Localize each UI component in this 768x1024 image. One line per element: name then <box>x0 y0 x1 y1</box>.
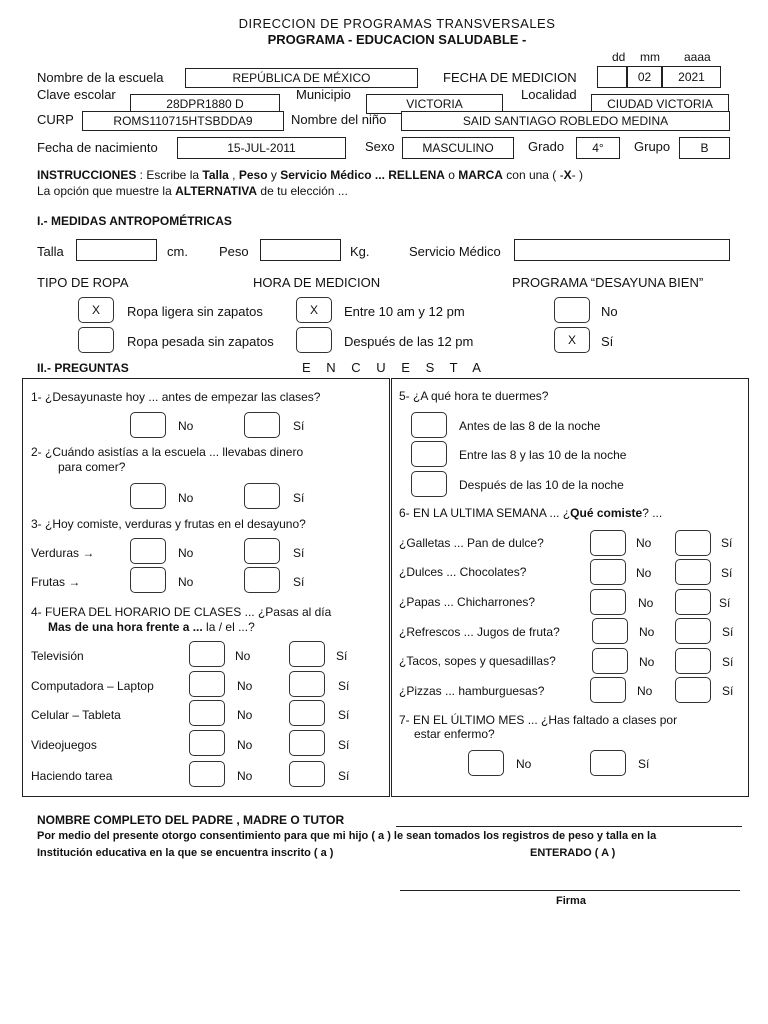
weight-label: Peso <box>219 244 249 259</box>
birthdate-field[interactable]: 15-JUL-2011 <box>177 137 346 159</box>
q3-vegetables-si-label: Sí <box>293 546 305 560</box>
curp-label: CURP <box>37 112 74 127</box>
time-after-12-label: Después de las 12 pm <box>344 334 474 349</box>
q3-vegetables-no-checkbox[interactable] <box>130 538 166 564</box>
q7-no-checkbox[interactable] <box>468 750 504 776</box>
q6-pizza-no-checkbox[interactable] <box>590 677 626 703</box>
q6-cookies-si-checkbox[interactable] <box>675 530 711 556</box>
q4-phone-no-checkbox[interactable] <box>189 700 225 726</box>
q6-tacos-si-checkbox[interactable] <box>675 648 711 674</box>
q6-cookies-no-checkbox[interactable] <box>590 530 626 556</box>
program-si-label: Sí <box>601 334 614 349</box>
sex-field[interactable]: MASCULINO <box>402 137 514 159</box>
q3-vegetables-no-label: No <box>178 546 194 560</box>
q4-computer-no-label: No <box>237 679 253 693</box>
q4-tv-si-checkbox[interactable] <box>289 641 325 667</box>
q5-8-10-label: Entre las 8 y las 10 de la noche <box>459 448 627 462</box>
breakfast-program-label: PROGRAMA “DESAYUNA BIEN” <box>512 275 704 290</box>
date-label-aaaa: aaaa <box>684 50 711 64</box>
q1-text: 1- ¿Desayunaste hoy ... antes de empezar las clases? <box>31 390 321 404</box>
q5-after-10-checkbox[interactable] <box>411 471 447 497</box>
date-label-dd: dd <box>612 50 626 64</box>
program-no-label: No <box>601 304 618 319</box>
medical-service-label: Servicio Médico <box>409 244 501 259</box>
q6-chips-no-label: No <box>638 596 654 610</box>
q5-after-10-label: Después de las 10 de la noche <box>459 478 624 492</box>
date-dd-field[interactable] <box>597 66 627 88</box>
q6-pizza-label: ¿Pizzas ... hamburguesas? <box>399 684 545 698</box>
weight-field[interactable] <box>260 239 341 261</box>
program-si-checkbox[interactable]: X <box>554 327 590 353</box>
school-name-label: Nombre de la escuela <box>37 70 164 85</box>
sex-label: Sexo <box>365 139 395 154</box>
q7-text-1: 7- EN EL ÚLTIMO MES ... ¿Has faltado a clases por <box>399 713 678 727</box>
q4-homework-si-label: Sí <box>338 769 350 783</box>
q1-no-checkbox[interactable] <box>130 412 166 438</box>
height-field[interactable] <box>76 239 157 261</box>
q6-sweets-si-checkbox[interactable] <box>675 559 711 585</box>
q4-computer-si-checkbox[interactable] <box>289 671 325 697</box>
municipality-field[interactable]: VICTORIA <box>366 94 503 114</box>
q6-chips-no-checkbox[interactable] <box>590 589 626 615</box>
q4-computer-no-checkbox[interactable] <box>189 671 225 697</box>
q4-homework-no-label: No <box>237 769 253 783</box>
instructions-line-2: La opción que muestre la ALTERNATIVA de tu elección ... <box>37 184 348 198</box>
q3-text: 3- ¿Hoy comiste, verduras y frutas en el desayuno? <box>31 517 306 531</box>
q4-tv-si-label: Sí <box>336 649 348 663</box>
q3-fruits-no-checkbox[interactable] <box>130 567 166 593</box>
q4-computer-label: Computadora – Laptop <box>31 679 154 693</box>
q6-sweets-no-label: No <box>636 566 652 580</box>
q4-homework-label: Haciendo tarea <box>31 769 113 783</box>
q6-sodas-label: ¿Refrescos ... Jugos de fruta? <box>399 625 560 639</box>
q6-text: 6- EN LA ULTIMA SEMANA ... ¿Qué comiste? ... <box>399 506 663 520</box>
q2-no-label: No <box>178 491 194 505</box>
q4-videogames-label: Videojuegos <box>31 738 97 752</box>
q6-sodas-no-label: No <box>639 625 655 639</box>
light-clothing-label: Ropa ligera sin zapatos <box>127 304 263 319</box>
section-2-title: II.- PREGUNTAS <box>37 361 129 375</box>
q6-cookies-si-label: Sí <box>721 536 733 550</box>
q3-fruits-label: Frutas → <box>31 575 81 589</box>
q4-videogames-no-checkbox[interactable] <box>189 730 225 756</box>
q3-fruits-no-label: No <box>178 575 194 589</box>
kg-unit: Kg. <box>350 244 370 259</box>
school-name-field[interactable]: REPÚBLICA DE MÉXICO <box>185 68 418 88</box>
instructions-line-1: INSTRUCCIONES : Escribe la Talla , Peso y Servicio Médico ... RELLENA o MARCA con una ( -X- ) <box>37 168 583 182</box>
q4-videogames-si-label: Sí <box>338 738 350 752</box>
survey-title: E N C U E S T A <box>302 360 487 375</box>
grade-field[interactable]: 4° <box>576 137 620 159</box>
q4-text-2: Mas de una hora frente a ... la / el ...? <box>48 620 255 634</box>
child-name-label: Nombre del niño <box>291 112 387 127</box>
q7-text-2: estar enfermo? <box>414 727 495 741</box>
q2-si-checkbox[interactable] <box>244 483 280 509</box>
measurement-date-label: FECHA DE MEDICION <box>443 70 577 85</box>
q1-si-checkbox[interactable] <box>244 412 280 438</box>
birthdate-label: Fecha de nacimiento <box>37 140 158 155</box>
q6-chips-label: ¿Papas ... Chicharrones? <box>399 595 536 609</box>
q4-videogames-no-label: No <box>237 738 253 752</box>
q6-tacos-no-checkbox[interactable] <box>592 648 628 674</box>
q6-sweets-label: ¿Dulces ... Chocolates? <box>399 565 527 579</box>
q6-sweets-no-checkbox[interactable] <box>590 559 626 585</box>
locality-label: Localidad <box>521 87 577 102</box>
time-10-12-label: Entre 10 am y 12 pm <box>344 304 465 319</box>
medical-service-field[interactable] <box>514 239 730 261</box>
q6-tacos-label: ¿Tacos, sopes y quesadillas? <box>399 654 556 668</box>
q6-pizza-si-label: Sí <box>722 684 734 698</box>
q2-text-2: para comer? <box>58 460 126 474</box>
cm-unit: cm. <box>167 244 188 259</box>
q3-fruits-si-label: Sí <box>293 575 305 589</box>
locality-field[interactable]: CIUDAD VICTORIA <box>591 94 729 114</box>
q4-phone-si-checkbox[interactable] <box>289 700 325 726</box>
height-label: Talla <box>37 244 64 259</box>
time-10-12-checkbox[interactable]: X <box>296 297 332 323</box>
q5-before-8-label: Antes de las 8 de la noche <box>459 419 601 433</box>
signature-label: Firma <box>556 895 586 907</box>
q4-text-1: 4- FUERA DEL HORARIO DE CLASES ... ¿Pasas al día <box>31 605 332 619</box>
q4-phone-no-label: No <box>237 708 253 722</box>
q4-tv-no-checkbox[interactable] <box>189 641 225 667</box>
q4-homework-no-checkbox[interactable] <box>189 761 225 787</box>
q2-no-checkbox[interactable] <box>130 483 166 509</box>
q4-homework-si-checkbox[interactable] <box>289 761 325 787</box>
header-subtitle: PROGRAMA - EDUCACION SALUDABLE - <box>267 32 527 47</box>
date-aaaa-field[interactable]: 2021 <box>662 66 721 88</box>
q6-chips-si-checkbox[interactable] <box>675 589 711 615</box>
signature-line[interactable] <box>400 890 740 891</box>
q6-sodas-si-label: Sí <box>722 625 734 639</box>
q2-text-1: 2- ¿Cuándo asistías a la escuela ... llevabas dinero <box>31 445 304 459</box>
guardian-name-line[interactable] <box>396 826 742 827</box>
q6-pizza-no-label: No <box>637 684 653 698</box>
heavy-clothing-label: Ropa pesada sin zapatos <box>127 334 274 349</box>
curp-field[interactable]: ROMS110715HTSBDDA9 <box>82 111 284 131</box>
q3-fruits-si-checkbox[interactable] <box>244 567 280 593</box>
date-label-mm: mm <box>640 50 660 64</box>
clothing-type-label: TIPO DE ROPA <box>37 275 129 290</box>
light-clothing-checkbox[interactable]: X <box>78 297 114 323</box>
section-1-title: I.- MEDIDAS ANTROPOMÉTRICAS <box>37 214 232 228</box>
q4-phone-label: Celular – Tableta <box>31 708 121 722</box>
header-title: DIRECCION DE PROGRAMAS TRANSVERSALES <box>238 16 556 31</box>
q6-sodas-no-checkbox[interactable] <box>592 618 628 644</box>
school-key-field[interactable]: 28DPR1880 D <box>130 94 280 114</box>
heavy-clothing-checkbox[interactable] <box>78 327 114 353</box>
q6-tacos-no-label: No <box>639 655 655 669</box>
q7-no-label: No <box>516 757 532 771</box>
group-label: Grupo <box>634 139 671 154</box>
q6-sweets-si-label: Sí <box>721 566 733 580</box>
q4-tv-label: Televisión <box>31 649 84 663</box>
time-after-12-checkbox[interactable] <box>296 327 332 353</box>
q3-vegetables-label: Verduras → <box>31 546 95 560</box>
q6-tacos-si-label: Sí <box>722 655 734 669</box>
q6-sodas-si-checkbox[interactable] <box>675 618 711 644</box>
q6-cookies-no-label: No <box>636 536 652 550</box>
q6-chips-si-label: Sí <box>719 596 731 610</box>
q4-videogames-si-checkbox[interactable] <box>289 730 325 756</box>
date-mm-field[interactable]: 02 <box>627 66 662 88</box>
q4-computer-si-label: Sí <box>338 679 350 693</box>
q7-si-label: Sí <box>638 757 650 771</box>
program-no-checkbox[interactable] <box>554 297 590 323</box>
q4-tv-no-label: No <box>235 649 251 663</box>
child-name-field[interactable]: SAID SANTIAGO ROBLEDO MEDINA <box>401 111 730 131</box>
q1-si-label: Sí <box>293 419 305 433</box>
measurement-time-label: HORA DE MEDICION <box>253 275 381 290</box>
q5-before-8-checkbox[interactable] <box>411 412 447 438</box>
group-field[interactable]: B <box>679 137 730 159</box>
consent-line-1: Por medio del presente otorgo consentimiento para que mi hijo ( a ) le sean tomados los registros de peso y talla en la <box>37 830 657 842</box>
q7-si-checkbox[interactable] <box>590 750 626 776</box>
school-key-label: Clave escolar <box>37 87 116 102</box>
q4-phone-si-label: Sí <box>338 708 350 722</box>
guardian-name-label: NOMBRE COMPLETO DEL PADRE , MADRE O TUTOR <box>37 813 345 827</box>
consent-line-2: Institución educativa en la que se encuentra inscrito ( a ) <box>37 847 334 859</box>
q6-pizza-si-checkbox[interactable] <box>675 677 711 703</box>
q3-vegetables-si-checkbox[interactable] <box>244 538 280 564</box>
q2-si-label: Sí <box>293 491 305 505</box>
q6-cookies-label: ¿Galletas ... Pan de dulce? <box>399 536 544 550</box>
q5-8-10-checkbox[interactable] <box>411 441 447 467</box>
acknowledged-label: ENTERADO ( A ) <box>530 847 616 859</box>
q5-text: 5- ¿A qué hora te duermes? <box>399 389 549 403</box>
grade-label: Grado <box>528 139 565 154</box>
municipality-label: Municipio <box>296 87 351 102</box>
q1-no-label: No <box>178 419 194 433</box>
